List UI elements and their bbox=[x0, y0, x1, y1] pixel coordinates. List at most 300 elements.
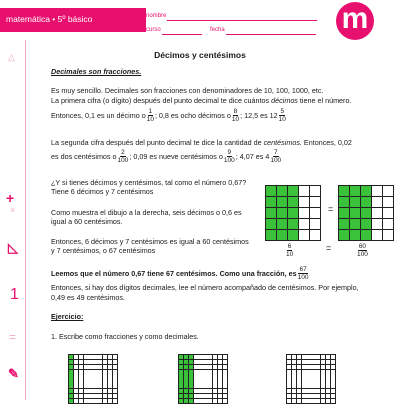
grid-cell bbox=[79, 365, 83, 369]
equals-sign: = bbox=[328, 204, 334, 214]
intro-line-1: Es muy sencillo. Decimales son fracciones con denominadores de 10, 100, 1000, etc. bbox=[51, 86, 324, 95]
grid-cell bbox=[282, 224, 287, 229]
grid-cell bbox=[93, 394, 97, 398]
logo bbox=[336, 2, 374, 40]
grid-cell bbox=[208, 389, 212, 393]
grid-cell bbox=[321, 370, 325, 374]
grid-cell bbox=[331, 355, 335, 359]
grid-cell bbox=[108, 384, 112, 388]
grid-cell bbox=[108, 389, 112, 393]
grid-cell bbox=[299, 191, 304, 196]
grid-cell bbox=[316, 399, 320, 403]
grid-cell bbox=[377, 197, 382, 202]
grid-cell bbox=[282, 213, 287, 218]
grid-cell bbox=[266, 230, 271, 235]
grid-cell bbox=[218, 384, 222, 388]
grid-cell bbox=[93, 384, 97, 388]
grid-cell bbox=[179, 355, 183, 359]
example-para-4: y 7 centésimos, o 67 centésimos bbox=[51, 246, 156, 255]
grid-cell bbox=[218, 355, 222, 359]
grid-cell bbox=[326, 379, 330, 383]
grid-cell bbox=[266, 219, 271, 224]
grid-cell bbox=[184, 370, 188, 374]
grid-cell bbox=[321, 355, 325, 359]
grid-cell bbox=[372, 219, 377, 224]
grid-cell bbox=[103, 355, 107, 359]
grid-cell bbox=[315, 235, 320, 240]
grid-cell bbox=[189, 384, 193, 388]
grid-cell bbox=[98, 384, 102, 388]
grid-cell bbox=[108, 370, 112, 374]
fraction: $\frac{7}{100}$ bbox=[270, 149, 282, 164]
grid-cell bbox=[218, 389, 222, 393]
grid-cell bbox=[93, 355, 97, 359]
grid-cell bbox=[311, 379, 315, 383]
grid-cell bbox=[198, 394, 202, 398]
grid-cell bbox=[304, 224, 309, 229]
grid-cell bbox=[331, 394, 335, 398]
times-icon: × bbox=[10, 205, 16, 215]
grid-cell bbox=[189, 389, 193, 393]
grid-cell bbox=[310, 197, 315, 202]
grid-cell bbox=[74, 379, 78, 383]
example-para-3: Entonces, 6 décimos y 7 centésimos es igual a 60 centésimos bbox=[51, 237, 249, 246]
grid-cell bbox=[377, 224, 382, 229]
grid-cell bbox=[326, 360, 330, 364]
grid-cell bbox=[293, 186, 298, 191]
grid-cell bbox=[213, 360, 217, 364]
grid-cell bbox=[213, 384, 217, 388]
grid-cell bbox=[310, 186, 315, 191]
grid-cell bbox=[315, 197, 320, 202]
grid-cell bbox=[74, 360, 78, 364]
grid-cell bbox=[287, 355, 291, 359]
page-title: Décimos y centésimos bbox=[154, 50, 246, 60]
exercise-grid-3 bbox=[286, 354, 336, 404]
grid-cell bbox=[179, 370, 183, 374]
grid-cell bbox=[113, 399, 117, 403]
grid-cell bbox=[282, 235, 287, 240]
grid-cell bbox=[113, 394, 117, 398]
fraction: $\frac{9}{100}$ bbox=[223, 149, 235, 164]
grid-cell bbox=[213, 394, 217, 398]
intro-line-2: La primera cifra (o dígito) después del punto decimal te dice cuántos décimos tiene el número. bbox=[51, 96, 352, 105]
grid-cell bbox=[203, 384, 207, 388]
grid-cell bbox=[344, 230, 349, 235]
grid-cell bbox=[288, 191, 293, 196]
grid-cell bbox=[271, 202, 276, 207]
grid-cell bbox=[315, 213, 320, 218]
subject-label: matemática • 5º básico bbox=[6, 14, 93, 24]
grid-cell bbox=[84, 360, 88, 364]
grid-cell bbox=[306, 399, 310, 403]
grid-cell bbox=[84, 370, 88, 374]
grid-cell bbox=[84, 374, 88, 378]
grid-cell bbox=[339, 230, 344, 235]
grid-cell bbox=[88, 394, 92, 398]
fraction: $\frac{2}{100}$ bbox=[117, 149, 129, 164]
grid-cell bbox=[88, 389, 92, 393]
grid-cell bbox=[84, 389, 88, 393]
grid-cell bbox=[310, 191, 315, 196]
grid-cell bbox=[69, 374, 73, 378]
grid-cell bbox=[326, 355, 330, 359]
grid-cell bbox=[277, 186, 282, 191]
grid-cell bbox=[287, 399, 291, 403]
grid-cell bbox=[299, 202, 304, 207]
grid-cell bbox=[383, 230, 388, 235]
grid-cell bbox=[304, 235, 309, 240]
grid-cell bbox=[194, 370, 198, 374]
grid-cell bbox=[287, 379, 291, 383]
grid-cell bbox=[189, 365, 193, 369]
grid-cell bbox=[98, 370, 102, 374]
grid-cell bbox=[277, 208, 282, 213]
grid-cell bbox=[266, 208, 271, 213]
grid-cell bbox=[271, 197, 276, 202]
grid-cell bbox=[194, 399, 198, 403]
grid-cell bbox=[292, 374, 296, 378]
triangle-icon: △ bbox=[8, 52, 15, 62]
grid-cell bbox=[277, 235, 282, 240]
grid-cell bbox=[93, 399, 97, 403]
grid-cell bbox=[218, 360, 222, 364]
grid-cell bbox=[179, 360, 183, 364]
grid-cell bbox=[366, 202, 371, 207]
grid-cell bbox=[223, 389, 227, 393]
grid-cell bbox=[179, 399, 183, 403]
number-one-icon: 1 bbox=[10, 286, 19, 303]
grid-cell bbox=[297, 374, 301, 378]
grid-cell bbox=[189, 374, 193, 378]
grid-cell bbox=[113, 355, 117, 359]
grid-cell bbox=[344, 191, 349, 196]
date-label: fecha bbox=[210, 27, 225, 33]
grid-cell bbox=[194, 365, 198, 369]
grid-cell bbox=[218, 379, 222, 383]
grid-cell bbox=[302, 374, 306, 378]
course-field[interactable] bbox=[162, 34, 202, 35]
grid-cell bbox=[372, 197, 377, 202]
grid-cell bbox=[377, 235, 382, 240]
grid-cell bbox=[203, 399, 207, 403]
grid-cell bbox=[361, 224, 366, 229]
grid-cell bbox=[292, 384, 296, 388]
grid-cell bbox=[350, 213, 355, 218]
grid-cell bbox=[331, 399, 335, 403]
grid-cell bbox=[350, 230, 355, 235]
grid-cell bbox=[311, 389, 315, 393]
grid-cell bbox=[223, 399, 227, 403]
grid-cell bbox=[383, 235, 388, 240]
grid-cell bbox=[74, 384, 78, 388]
grid-cell bbox=[310, 202, 315, 207]
grid-cell bbox=[208, 360, 212, 364]
grid-cell bbox=[304, 186, 309, 191]
grid-cell bbox=[282, 230, 287, 235]
grid-cell bbox=[306, 389, 310, 393]
grid-cell bbox=[223, 374, 227, 378]
grid-cell bbox=[266, 235, 271, 240]
grid-cell bbox=[98, 389, 102, 393]
grid-cell bbox=[194, 374, 198, 378]
grid-cell bbox=[218, 370, 222, 374]
grid-cell bbox=[316, 394, 320, 398]
grid-cell bbox=[179, 374, 183, 378]
grid-cell bbox=[366, 191, 371, 196]
grid-cell bbox=[311, 374, 315, 378]
grid-cell bbox=[271, 186, 276, 191]
grid-cell bbox=[198, 355, 202, 359]
grid-cell bbox=[93, 389, 97, 393]
grid-cell bbox=[277, 230, 282, 235]
grid-cell bbox=[103, 379, 107, 383]
grid-cell bbox=[326, 365, 330, 369]
grid-cell bbox=[266, 202, 271, 207]
grid-cell bbox=[184, 374, 188, 378]
grid-cell bbox=[223, 360, 227, 364]
grid-cell bbox=[98, 374, 102, 378]
grid-cell bbox=[179, 365, 183, 369]
grid-cell bbox=[93, 379, 97, 383]
grid-cell bbox=[344, 235, 349, 240]
grid-cell bbox=[310, 208, 315, 213]
grid-cell bbox=[198, 365, 202, 369]
grid-cell bbox=[299, 224, 304, 229]
grid-cell bbox=[69, 370, 73, 374]
grid-cell bbox=[315, 224, 320, 229]
grid-cell bbox=[79, 355, 83, 359]
grid-cell bbox=[203, 355, 207, 359]
grid-cell bbox=[277, 219, 282, 224]
grid-cell bbox=[299, 208, 304, 213]
grid-cell bbox=[306, 384, 310, 388]
exercise-heading: Ejercicio: bbox=[51, 312, 84, 321]
grid-cell bbox=[331, 365, 335, 369]
margin-line bbox=[25, 40, 26, 400]
grid-cell bbox=[79, 379, 83, 383]
grid-cell bbox=[189, 399, 193, 403]
grid-cell bbox=[288, 202, 293, 207]
example-para-1: Como muestra el dibujo a la derecha, seis décimos o 0,6 es bbox=[51, 208, 242, 217]
grid-cell bbox=[88, 374, 92, 378]
grid-cell bbox=[184, 355, 188, 359]
grid-cell bbox=[198, 389, 202, 393]
grid-cell bbox=[84, 384, 88, 388]
second-line-1: La segunda cifra después del punto decimal te dice la cantidad de centésimos. Entonces, 0,02 bbox=[51, 138, 352, 147]
grid-cell bbox=[93, 370, 97, 374]
grid-cell bbox=[179, 384, 183, 388]
grid-cell bbox=[331, 379, 335, 383]
grid-cell bbox=[84, 379, 88, 383]
grid-cell bbox=[293, 235, 298, 240]
grid-cell bbox=[388, 235, 393, 240]
grid-cell bbox=[302, 365, 306, 369]
grid-cell bbox=[271, 230, 276, 235]
grid-cell bbox=[302, 379, 306, 383]
grid-cell bbox=[361, 202, 366, 207]
grid-cell bbox=[315, 230, 320, 235]
grid-cell bbox=[310, 230, 315, 235]
grid-cell bbox=[74, 365, 78, 369]
pencil-icon: ✎ bbox=[8, 366, 19, 381]
grid-cell bbox=[310, 219, 315, 224]
grid-cell bbox=[208, 384, 212, 388]
grid-cell bbox=[316, 360, 320, 364]
grid-cell bbox=[266, 224, 271, 229]
grid-cell bbox=[306, 394, 310, 398]
grid-cell bbox=[304, 213, 309, 218]
grid-cell bbox=[288, 230, 293, 235]
name-field[interactable] bbox=[167, 20, 317, 21]
grid-cell bbox=[344, 202, 349, 207]
grid-cell bbox=[383, 186, 388, 191]
name-label: nombre bbox=[146, 13, 167, 19]
grid-cell bbox=[377, 213, 382, 218]
grid-cell bbox=[288, 213, 293, 218]
fraction: $\frac{8}{10}$ bbox=[231, 108, 240, 123]
grid-cell bbox=[213, 399, 217, 403]
grid-cell bbox=[184, 379, 188, 383]
grid-cell bbox=[377, 219, 382, 224]
grid-cell bbox=[366, 186, 371, 191]
grid-cell bbox=[282, 208, 287, 213]
grid-cell bbox=[277, 197, 282, 202]
grid-cell bbox=[355, 186, 360, 191]
grid-cell bbox=[299, 186, 304, 191]
grid-cell bbox=[302, 384, 306, 388]
grid-cell bbox=[194, 355, 198, 359]
grid-cell bbox=[293, 197, 298, 202]
grid-cell bbox=[299, 235, 304, 240]
exercise-grid-1 bbox=[68, 354, 118, 404]
grid-cell bbox=[271, 224, 276, 229]
grid-cell bbox=[266, 213, 271, 218]
grid-cell bbox=[69, 355, 73, 359]
grid-cell bbox=[69, 394, 73, 398]
grid-cell bbox=[292, 389, 296, 393]
grid-cell bbox=[108, 379, 112, 383]
grid-cell bbox=[388, 191, 393, 196]
grid-cell bbox=[88, 379, 92, 383]
grid-cell bbox=[350, 202, 355, 207]
grid-cell bbox=[304, 191, 309, 196]
grid-cell bbox=[299, 213, 304, 218]
grid-cell bbox=[311, 399, 315, 403]
grid-cell bbox=[277, 202, 282, 207]
grid-cell bbox=[339, 219, 344, 224]
grid-cell bbox=[208, 394, 212, 398]
grid-cell bbox=[271, 191, 276, 196]
grid-cell bbox=[310, 235, 315, 240]
grid-cell bbox=[203, 360, 207, 364]
grid-cell bbox=[277, 213, 282, 218]
grid-cell bbox=[366, 235, 371, 240]
example-question: ¿Y si tienes décimos y centésimos, tal como el número 0,67? bbox=[51, 178, 247, 187]
grid-cell bbox=[84, 365, 88, 369]
grid-cell bbox=[223, 384, 227, 388]
grid-cell bbox=[372, 213, 377, 218]
grid-cell bbox=[383, 224, 388, 229]
grid-cell bbox=[331, 370, 335, 374]
grid-cell bbox=[310, 213, 315, 218]
grid-cell bbox=[179, 394, 183, 398]
grid-cell bbox=[271, 208, 276, 213]
grid-cell bbox=[213, 379, 217, 383]
grid-cell bbox=[113, 384, 117, 388]
grid-cell bbox=[372, 235, 377, 240]
grid-cell bbox=[315, 186, 320, 191]
grid-cell bbox=[297, 379, 301, 383]
fraction-sixty-hundredths: $\frac{60}{100}$ bbox=[357, 243, 368, 259]
grid-cell bbox=[79, 374, 83, 378]
grid-cell bbox=[292, 355, 296, 359]
grid-cell bbox=[223, 379, 227, 383]
grid-cell bbox=[69, 399, 73, 403]
grid-cell bbox=[315, 219, 320, 224]
grid-cell bbox=[315, 191, 320, 196]
grid-cell bbox=[98, 355, 102, 359]
example-para-2: igual a 60 centésimos. bbox=[51, 217, 123, 226]
grid-cell bbox=[203, 365, 207, 369]
grid-cell bbox=[271, 219, 276, 224]
date-field[interactable] bbox=[226, 34, 316, 35]
grid-cell bbox=[198, 384, 202, 388]
grid-cell bbox=[208, 379, 212, 383]
grid-cell bbox=[302, 370, 306, 374]
grid-cell bbox=[344, 213, 349, 218]
grid-cell bbox=[383, 219, 388, 224]
grid-cell bbox=[287, 384, 291, 388]
grid-cell bbox=[208, 365, 212, 369]
grid-cell bbox=[321, 384, 325, 388]
grid-cell bbox=[74, 374, 78, 378]
grid-cell bbox=[326, 399, 330, 403]
grid-cell bbox=[321, 379, 325, 383]
grid-cell bbox=[302, 399, 306, 403]
grid-cell bbox=[366, 224, 371, 229]
grid-cell bbox=[184, 389, 188, 393]
logo-letter: m bbox=[341, 2, 369, 35]
grid-cell bbox=[326, 370, 330, 374]
grid-cell bbox=[326, 384, 330, 388]
grid-cell bbox=[388, 197, 393, 202]
grid-cell bbox=[113, 365, 117, 369]
grid-cell bbox=[74, 370, 78, 374]
grid-cell bbox=[361, 235, 366, 240]
grid-cell bbox=[223, 370, 227, 374]
grid-cell bbox=[388, 208, 393, 213]
grid-cell bbox=[306, 365, 310, 369]
grid-cell bbox=[321, 389, 325, 393]
grid-cell bbox=[302, 360, 306, 364]
grid-cell bbox=[79, 394, 83, 398]
grid-cell bbox=[361, 230, 366, 235]
grid-cell bbox=[203, 389, 207, 393]
grid-cell bbox=[93, 360, 97, 364]
grid-cell bbox=[213, 355, 217, 359]
grid-cell bbox=[366, 197, 371, 202]
grid-cell bbox=[339, 208, 344, 213]
grid-cell bbox=[331, 384, 335, 388]
grid-cell bbox=[277, 224, 282, 229]
grid-cell bbox=[189, 355, 193, 359]
grid-cell bbox=[79, 370, 83, 374]
grid-cell bbox=[108, 360, 112, 364]
grid-cell bbox=[344, 208, 349, 213]
grid-cell bbox=[383, 191, 388, 196]
grid-cell bbox=[361, 191, 366, 196]
